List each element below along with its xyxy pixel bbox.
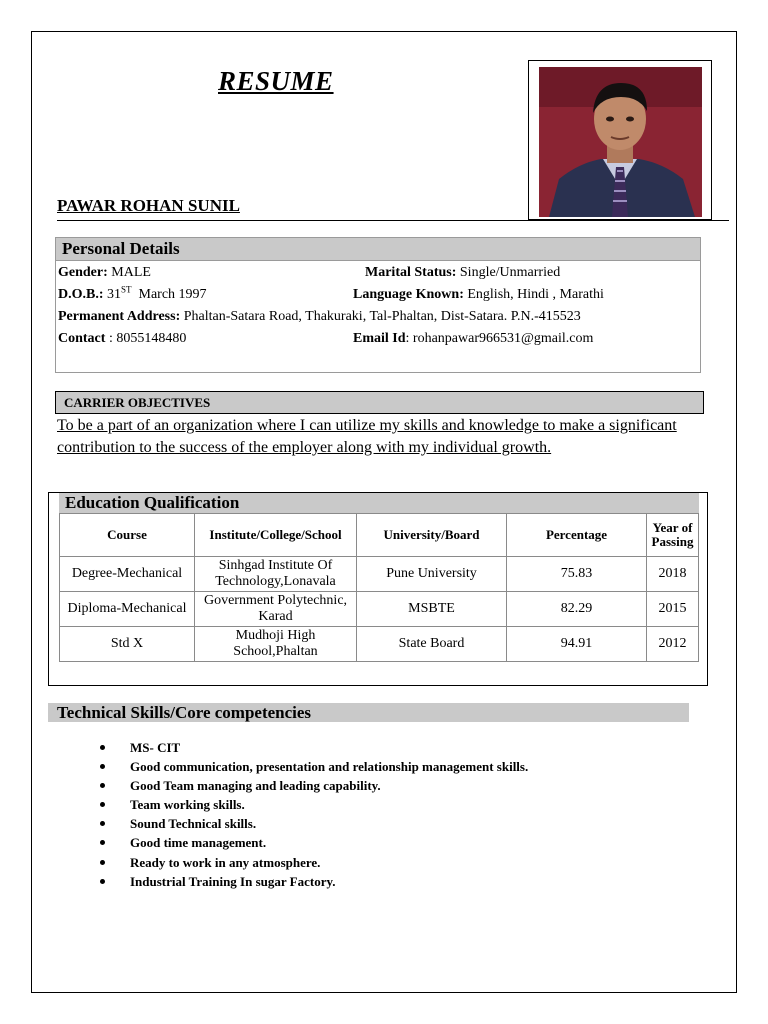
institute-cell: Government Polytechnic, Karad <box>195 592 357 627</box>
objectives-heading: CARRIER OBJECTIVES <box>55 391 704 414</box>
table-row <box>60 592 699 627</box>
address-row <box>58 308 581 326</box>
col-institute: Institute/College/School <box>195 514 357 557</box>
personal-details-heading: Personal Details <box>56 238 700 261</box>
education-table <box>59 513 699 662</box>
marital-value: Single/Unmarried <box>459 265 561 280</box>
gender-value: MALE <box>111 265 151 280</box>
institute-cell: Mudhoji High School,Phaltan <box>195 627 357 662</box>
bullet-icon <box>100 821 105 826</box>
gender-label: Gender: <box>58 265 108 280</box>
marital-label: Marital Status: <box>365 265 457 280</box>
personal-details-section <box>55 237 701 373</box>
objectives-text: To be a part of an organization where I can utilize my skills and knowledge to make a significant contribution to the success of the employer along with my individual growth. <box>57 417 677 456</box>
bullet-icon <box>100 840 105 845</box>
email-value: : rohanpawar966531@gmail.com <box>405 331 594 346</box>
table-row <box>60 627 699 662</box>
course-cell: Degree-Mechanical <box>60 557 195 592</box>
contact-row <box>58 330 186 348</box>
university-cell: Pune University <box>357 557 507 592</box>
profile-photo <box>539 67 702 217</box>
col-percentage: Percentage <box>507 514 647 557</box>
list-item: Good time management. <box>100 833 528 852</box>
col-course: Course <box>60 514 195 557</box>
dob-day: 31 <box>107 287 121 302</box>
university-cell: State Board <box>357 627 507 662</box>
list-item: Industrial Training In sugar Factory. <box>100 872 528 891</box>
bullet-icon <box>100 745 105 750</box>
resume-title: RESUME <box>218 66 334 96</box>
email-label: Email Id <box>353 331 406 346</box>
dob-label: D.O.B.: <box>58 287 104 302</box>
bullet-icon <box>100 860 105 865</box>
bullet-icon <box>100 802 105 807</box>
education-heading: Education Qualification <box>59 493 699 513</box>
education-header-row <box>60 514 699 557</box>
bullet-icon <box>100 879 105 884</box>
year-cell: 2012 <box>647 627 699 662</box>
marital-row <box>365 264 560 282</box>
list-item: Sound Technical skills. <box>100 814 528 833</box>
list-item: Good Team managing and leading capability. <box>100 776 528 795</box>
dob-row <box>58 286 207 304</box>
name-divider <box>57 220 729 221</box>
dob-month-year: March 1997 <box>138 287 207 302</box>
university-cell: MSBTE <box>357 592 507 627</box>
institute-cell: Sinhgad Institute Of Technology,Lonavala <box>195 557 357 592</box>
address-value: Phaltan-Satara Road, Thakuraki, Tal-Phaltan, Dist-Satara. P.N.-415523 <box>183 309 581 324</box>
percentage-cell: 94.91 <box>507 627 647 662</box>
col-university: University/Board <box>357 514 507 557</box>
year-cell: 2018 <box>647 557 699 592</box>
language-label: Language Known: <box>353 287 464 302</box>
year-cell: 2015 <box>647 592 699 627</box>
education-section <box>48 492 708 686</box>
table-row <box>60 557 699 592</box>
course-cell: Std X <box>60 627 195 662</box>
dob-suffix: ST <box>121 284 132 295</box>
gender-row <box>58 264 151 282</box>
skills-heading: Technical Skills/Core competencies <box>48 703 689 722</box>
contact-value: : 8055148480 <box>108 331 187 346</box>
list-item: Good communication, presentation and relationship management skills. <box>100 757 528 776</box>
percentage-cell: 75.83 <box>507 557 647 592</box>
bullet-icon <box>100 783 105 788</box>
skills-list <box>100 738 528 891</box>
list-item: Team working skills. <box>100 795 528 814</box>
percentage-cell: 82.29 <box>507 592 647 627</box>
course-cell: Diploma-Mechanical <box>60 592 195 627</box>
profile-photo-frame <box>528 60 712 220</box>
address-label: Permanent Address: <box>58 309 181 324</box>
candidate-name: PAWAR ROHAN SUNIL <box>57 196 240 215</box>
language-value: English, Hindi , Marathi <box>467 287 604 302</box>
contact-label: Contact <box>58 331 106 346</box>
list-item: MS- CIT <box>100 738 528 757</box>
language-row <box>353 286 604 304</box>
bullet-icon <box>100 764 105 769</box>
col-year: Year of Passing <box>647 514 699 557</box>
email-row <box>353 330 593 348</box>
list-item: Ready to work in any atmosphere. <box>100 853 528 872</box>
